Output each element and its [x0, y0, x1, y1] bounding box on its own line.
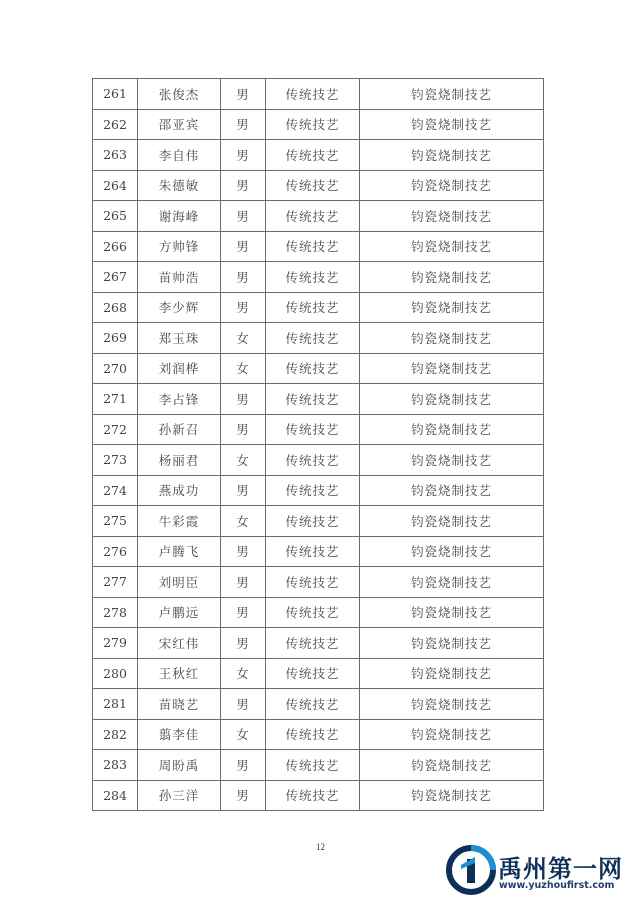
cell-project: 钧瓷烧制技艺	[360, 414, 544, 445]
cell-number: 262	[93, 109, 138, 140]
brand-url: www.yuzhoufirst.com	[499, 880, 615, 891]
cell-name: 刘润桦	[138, 353, 221, 384]
cell-category: 传统技艺	[266, 201, 360, 232]
table-row	[93, 719, 544, 750]
cell-category: 传统技艺	[266, 79, 360, 110]
cell-number: 281	[93, 689, 138, 720]
roster-body	[93, 79, 544, 811]
cell-number: 268	[93, 292, 138, 323]
cell-project: 钧瓷烧制技艺	[360, 353, 544, 384]
cell-category: 传统技艺	[266, 658, 360, 689]
cell-name: 宋红伟	[138, 628, 221, 659]
cell-project: 钧瓷烧制技艺	[360, 719, 544, 750]
cell-project: 钧瓷烧制技艺	[360, 292, 544, 323]
cell-gender: 男	[221, 231, 266, 262]
cell-gender: 男	[221, 628, 266, 659]
cell-number: 273	[93, 445, 138, 476]
cell-name: 朱德敏	[138, 170, 221, 201]
cell-name: 孙新召	[138, 414, 221, 445]
cell-category: 传统技艺	[266, 597, 360, 628]
cell-number: 284	[93, 780, 138, 811]
roster-table	[92, 78, 544, 811]
cell-gender: 男	[221, 262, 266, 293]
table-row	[93, 780, 544, 811]
brand-logo-icon	[446, 845, 496, 895]
table-row	[93, 689, 544, 720]
table-row	[93, 658, 544, 689]
table-row	[93, 597, 544, 628]
cell-gender: 男	[221, 597, 266, 628]
cell-name: 卢鹏远	[138, 597, 221, 628]
cell-gender: 男	[221, 475, 266, 506]
cell-number: 270	[93, 353, 138, 384]
cell-project: 钧瓷烧制技艺	[360, 536, 544, 567]
cell-name: 翦李佳	[138, 719, 221, 750]
cell-gender: 男	[221, 384, 266, 415]
cell-gender: 女	[221, 658, 266, 689]
brand-name: 禹州第一网	[498, 855, 623, 883]
cell-project: 钧瓷烧制技艺	[360, 597, 544, 628]
cell-name: 苗帅浩	[138, 262, 221, 293]
cell-gender: 女	[221, 323, 266, 354]
cell-gender: 男	[221, 536, 266, 567]
cell-number: 278	[93, 597, 138, 628]
cell-project: 钧瓷烧制技艺	[360, 323, 544, 354]
cell-name: 张俊杰	[138, 79, 221, 110]
cell-project: 钧瓷烧制技艺	[360, 384, 544, 415]
cell-category: 传统技艺	[266, 445, 360, 476]
cell-project: 钧瓷烧制技艺	[360, 750, 544, 781]
cell-gender: 男	[221, 79, 266, 110]
cell-project: 钧瓷烧制技艺	[360, 475, 544, 506]
table-row	[93, 475, 544, 506]
cell-number: 269	[93, 323, 138, 354]
cell-gender: 男	[221, 109, 266, 140]
table-row	[93, 292, 544, 323]
cell-name: 杨丽君	[138, 445, 221, 476]
cell-name: 孙三洋	[138, 780, 221, 811]
cell-number: 282	[93, 719, 138, 750]
cell-project: 钧瓷烧制技艺	[360, 231, 544, 262]
table-row	[93, 628, 544, 659]
cell-number: 274	[93, 475, 138, 506]
cell-number: 264	[93, 170, 138, 201]
cell-name: 李占锋	[138, 384, 221, 415]
cell-project: 钧瓷烧制技艺	[360, 79, 544, 110]
cell-number: 280	[93, 658, 138, 689]
table-row	[93, 567, 544, 598]
cell-name: 方帅锋	[138, 231, 221, 262]
cell-category: 传统技艺	[266, 323, 360, 354]
cell-number: 266	[93, 231, 138, 262]
cell-number: 271	[93, 384, 138, 415]
cell-category: 传统技艺	[266, 780, 360, 811]
watermark-logo[interactable]	[446, 845, 636, 897]
table-row	[93, 170, 544, 201]
cell-project: 钧瓷烧制技艺	[360, 567, 544, 598]
cell-category: 传统技艺	[266, 750, 360, 781]
cell-category: 传统技艺	[266, 414, 360, 445]
cell-category: 传统技艺	[266, 689, 360, 720]
cell-name: 卢腾飞	[138, 536, 221, 567]
cell-gender: 男	[221, 170, 266, 201]
cell-number: 275	[93, 506, 138, 537]
table-row	[93, 506, 544, 537]
cell-gender: 男	[221, 567, 266, 598]
table-row	[93, 140, 544, 171]
cell-number: 277	[93, 567, 138, 598]
cell-project: 钧瓷烧制技艺	[360, 780, 544, 811]
cell-name: 邵亚宾	[138, 109, 221, 140]
cell-category: 传统技艺	[266, 475, 360, 506]
cell-project: 钧瓷烧制技艺	[360, 628, 544, 659]
page-number: 12	[316, 842, 325, 852]
table-row	[93, 750, 544, 781]
cell-gender: 男	[221, 414, 266, 445]
cell-category: 传统技艺	[266, 262, 360, 293]
cell-project: 钧瓷烧制技艺	[360, 109, 544, 140]
cell-gender: 男	[221, 201, 266, 232]
cell-gender: 女	[221, 506, 266, 537]
cell-gender: 女	[221, 445, 266, 476]
cell-project: 钧瓷烧制技艺	[360, 262, 544, 293]
cell-number: 267	[93, 262, 138, 293]
cell-category: 传统技艺	[266, 170, 360, 201]
table-row	[93, 414, 544, 445]
table-row	[93, 79, 544, 110]
cell-name: 刘明臣	[138, 567, 221, 598]
table-row	[93, 445, 544, 476]
cell-category: 传统技艺	[266, 231, 360, 262]
table-row	[93, 109, 544, 140]
cell-name: 谢海峰	[138, 201, 221, 232]
cell-number: 263	[93, 140, 138, 171]
cell-project: 钧瓷烧制技艺	[360, 506, 544, 537]
cell-name: 周盼禹	[138, 750, 221, 781]
cell-gender: 男	[221, 750, 266, 781]
cell-category: 传统技艺	[266, 292, 360, 323]
cell-category: 传统技艺	[266, 109, 360, 140]
cell-project: 钧瓷烧制技艺	[360, 445, 544, 476]
cell-number: 276	[93, 536, 138, 567]
table-row	[93, 384, 544, 415]
cell-category: 传统技艺	[266, 628, 360, 659]
cell-gender: 男	[221, 780, 266, 811]
cell-category: 传统技艺	[266, 506, 360, 537]
cell-project: 钧瓷烧制技艺	[360, 170, 544, 201]
table-row	[93, 353, 544, 384]
cell-gender: 女	[221, 353, 266, 384]
cell-category: 传统技艺	[266, 384, 360, 415]
table-row	[93, 231, 544, 262]
cell-number: 265	[93, 201, 138, 232]
cell-name: 郑玉珠	[138, 323, 221, 354]
table-row	[93, 262, 544, 293]
cell-project: 钧瓷烧制技艺	[360, 140, 544, 171]
cell-name: 李自伟	[138, 140, 221, 171]
table-row	[93, 536, 544, 567]
cell-project: 钧瓷烧制技艺	[360, 658, 544, 689]
cell-project: 钧瓷烧制技艺	[360, 689, 544, 720]
table-row	[93, 323, 544, 354]
cell-project: 钧瓷烧制技艺	[360, 201, 544, 232]
cell-gender: 男	[221, 292, 266, 323]
cell-gender: 男	[221, 140, 266, 171]
cell-number: 279	[93, 628, 138, 659]
cell-name: 苗晓艺	[138, 689, 221, 720]
cell-name: 李少辉	[138, 292, 221, 323]
cell-number: 283	[93, 750, 138, 781]
cell-name: 燕成功	[138, 475, 221, 506]
cell-number: 261	[93, 79, 138, 110]
cell-category: 传统技艺	[266, 536, 360, 567]
cell-gender: 女	[221, 719, 266, 750]
cell-name: 王秋红	[138, 658, 221, 689]
cell-category: 传统技艺	[266, 353, 360, 384]
cell-category: 传统技艺	[266, 719, 360, 750]
cell-gender: 男	[221, 689, 266, 720]
cell-category: 传统技艺	[266, 567, 360, 598]
cell-number: 272	[93, 414, 138, 445]
cell-category: 传统技艺	[266, 140, 360, 171]
cell-name: 牛彩霞	[138, 506, 221, 537]
table-row	[93, 201, 544, 232]
